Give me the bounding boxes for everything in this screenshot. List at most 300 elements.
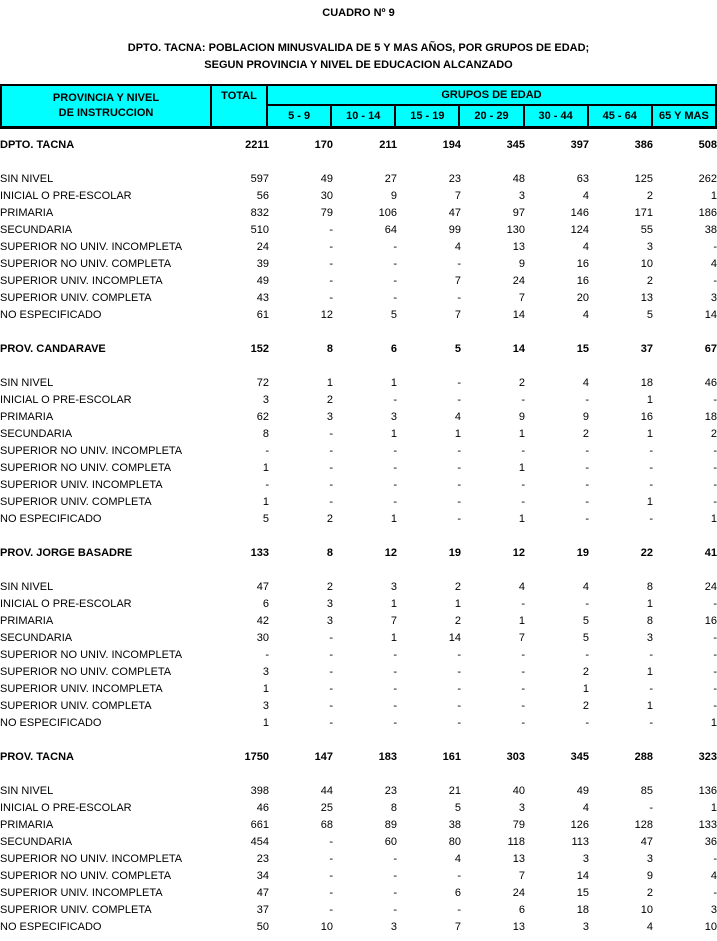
value-cell: 1 [454,428,461,440]
section-total-cell: 211 [379,139,397,151]
value-cell: 4 [454,241,461,253]
section-total-cell: 345 [506,139,525,151]
table-row [0,902,717,919]
education-level-label: PRIMARIA [0,615,54,627]
value-cell: - [521,649,525,661]
table-row [0,426,717,443]
value-cell: 24 [256,241,269,253]
value-cell: 13 [640,292,653,304]
value-cell: 3 [326,598,333,610]
value-cell: - [521,598,525,610]
value-cell: - [585,598,589,610]
spacer-row [0,528,717,545]
value-cell: 1 [262,683,269,695]
value-cell: - [457,700,461,712]
value-cell: 3 [518,190,525,202]
value-cell: 16 [704,615,717,627]
value-cell: 99 [448,224,461,236]
value-cell: 47 [640,836,653,848]
table-row [0,443,717,460]
education-level-label: SIN NIVEL [0,173,54,185]
value-cell: 50 [256,921,269,933]
value-cell: 136 [698,785,717,797]
education-level-label: PRIMARIA [0,207,54,219]
value-cell: - [649,683,653,695]
value-cell: - [457,870,461,882]
value-cell: - [329,666,333,678]
value-cell: 106 [378,207,397,219]
value-cell: - [521,479,525,491]
table-row [0,715,717,732]
table-row [0,477,717,494]
value-cell: 661 [250,819,269,831]
value-cell: - [329,241,333,253]
value-cell: - [393,445,397,457]
value-cell: - [265,479,269,491]
value-cell: - [585,513,589,525]
value-cell: - [393,258,397,270]
value-cell: - [393,717,397,729]
value-cell: 16 [576,258,589,270]
section-total-cell: 8 [326,343,333,355]
value-cell: 4 [582,241,589,253]
value-cell: 40 [512,785,525,797]
value-cell: 18 [576,904,589,916]
education-level-label: SIN NIVEL [0,581,54,593]
value-cell: - [329,632,333,644]
value-cell: 4 [710,870,717,882]
column-header-provincia-line2: DE INSTRUCCION [58,107,154,119]
value-cell: - [393,683,397,695]
value-cell: - [329,717,333,729]
value-cell: 9 [390,190,397,202]
value-cell: 8 [646,615,653,627]
value-cell: 398 [250,785,269,797]
value-cell: - [585,479,589,491]
education-level-label: NO ESPECIFICADO [0,309,102,321]
value-cell: - [393,394,397,406]
value-cell: 60 [384,836,397,848]
value-cell: 97 [512,207,525,219]
value-cell: 124 [570,224,589,236]
column-header-provincia-y-nivel [2,86,212,126]
value-cell: 80 [448,836,461,848]
value-cell: 1 [262,717,269,729]
value-cell: 8 [262,428,269,440]
value-cell: 43 [256,292,269,304]
value-cell: 5 [390,309,397,321]
section-total-cell: 22 [640,547,653,559]
value-cell: - [649,717,653,729]
education-level-label: SUPERIOR UNIV. COMPLETA [0,292,152,304]
education-level-label: SECUNDARIA [0,224,73,236]
value-cell: - [457,717,461,729]
value-cell: 7 [454,309,461,321]
education-level-label: SUPERIOR NO UNIV. COMPLETA [0,666,172,678]
value-cell: - [585,717,589,729]
table-row [0,494,717,511]
value-cell: 6 [262,598,269,610]
value-cell: 85 [640,785,653,797]
value-cell: - [329,462,333,474]
section-name: DPTO. TACNA [0,139,75,151]
value-cell: - [585,394,589,406]
section-total-cell: 19 [576,547,589,559]
table-row [0,375,717,392]
table-row [0,783,717,800]
column-header-age-15-19: 15 - 19 [396,106,460,126]
spacer-row [0,358,717,375]
value-cell: 7 [454,190,461,202]
value-cell: 5 [262,513,269,525]
value-cell: 4 [582,377,589,389]
education-level-label: INICIAL O PRE-ESCOLAR [0,802,132,814]
value-cell: 4 [518,581,525,593]
value-cell: 1 [710,717,717,729]
education-level-label: NO ESPECIFICADO [0,921,102,933]
table-row [0,868,717,885]
value-cell: - [329,224,333,236]
education-level-label: SUPERIOR NO UNIV. INCOMPLETA [0,853,183,865]
value-cell: - [713,700,717,712]
value-cell: - [457,292,461,304]
value-cell: 6 [454,887,461,899]
value-cell: 16 [576,275,589,287]
table-row [0,256,717,273]
section-total-cell: 170 [314,139,333,151]
value-cell: - [585,462,589,474]
value-cell: 3 [262,394,269,406]
value-cell: 1 [518,513,525,525]
table-row [0,834,717,851]
spacer-cell [0,766,717,783]
section-total-cell: 152 [250,343,269,355]
table-row [0,171,717,188]
value-cell: 4 [454,411,461,423]
value-cell: - [585,649,589,661]
value-cell: 4 [582,802,589,814]
table-row [0,205,717,222]
section-total-cell: 183 [378,751,397,763]
value-cell: 3 [710,292,717,304]
value-cell: 5 [454,802,461,814]
section-total-cell: 508 [698,139,717,151]
value-cell: 832 [250,207,269,219]
value-cell: - [521,717,525,729]
value-cell: - [265,445,269,457]
value-cell: 21 [448,785,461,797]
education-level-label: PRIMARIA [0,411,54,423]
section-name: PROV. CANDARAVE [0,343,106,355]
value-cell: 7 [518,632,525,644]
value-cell: 2 [710,428,717,440]
spacer-cell [0,732,717,749]
value-cell: 14 [576,870,589,882]
spacer-row [0,154,717,171]
value-cell: 7 [518,870,525,882]
value-cell: - [329,836,333,848]
table-row [0,647,717,664]
section-total-cell: 147 [314,751,333,763]
value-cell: - [393,496,397,508]
section-total-cell: 397 [570,139,589,151]
value-cell: - [649,479,653,491]
value-cell: - [393,666,397,678]
education-level-label: SUPERIOR NO UNIV. INCOMPLETA [0,241,183,253]
value-cell: 2 [646,887,653,899]
value-cell: - [457,666,461,678]
section-total-cell: 323 [698,751,717,763]
value-cell: 62 [256,411,269,423]
value-cell: 6 [518,904,525,916]
value-cell: 7 [390,615,397,627]
column-header-group [268,86,715,126]
section-total-cell: 303 [506,751,525,763]
value-cell: 1 [326,377,333,389]
section-total-cell: 6 [390,343,397,355]
value-cell: - [329,870,333,882]
column-header-age-10-14: 10 - 14 [332,106,396,126]
value-cell: 12 [320,309,333,321]
table-row [0,851,717,868]
value-cell: 34 [256,870,269,882]
value-cell: - [329,904,333,916]
spacer-cell [0,324,717,341]
section-total-row [0,545,717,562]
education-level-label: SIN NIVEL [0,785,54,797]
table-row [0,392,717,409]
value-cell: 1 [646,666,653,678]
column-header-age-65-mas: 65 Y MAS [659,110,709,122]
value-cell: 3 [262,700,269,712]
value-cell: 37 [256,904,269,916]
value-cell: - [713,462,717,474]
value-cell: 42 [256,615,269,627]
value-cell: - [713,683,717,695]
value-cell: - [329,496,333,508]
value-cell: - [521,394,525,406]
value-cell: 1 [646,598,653,610]
value-cell: 133 [698,819,717,831]
table-row [0,409,717,426]
value-cell: 79 [512,819,525,831]
value-cell: 18 [640,377,653,389]
section-total-cell: 161 [442,751,461,763]
value-cell: 14 [704,309,717,321]
value-cell: 2 [646,275,653,287]
table-row [0,919,717,936]
value-cell: 2 [518,377,525,389]
value-cell: - [393,700,397,712]
spacer-row [0,766,717,783]
value-cell: 27 [384,173,397,185]
value-cell: 23 [384,785,397,797]
value-cell: 1 [518,615,525,627]
value-cell: - [521,683,525,695]
value-cell: 30 [320,190,333,202]
value-cell: 24 [704,581,717,593]
value-cell: 2 [326,581,333,593]
value-cell: - [585,445,589,457]
section-total-cell: 8 [326,547,333,559]
education-level-label: INICIAL O PRE-ESCOLAR [0,190,132,202]
value-cell: - [713,241,717,253]
value-cell: 2 [582,666,589,678]
value-cell: 46 [256,802,269,814]
column-header-age-5-9: 5 - 9 [268,106,332,126]
table-row [0,460,717,477]
value-cell: - [393,241,397,253]
value-cell: 72 [256,377,269,389]
table-row [0,800,717,817]
education-level-label: SUPERIOR NO UNIV. COMPLETA [0,258,172,270]
education-level-label: INICIAL O PRE-ESCOLAR [0,394,132,406]
spacer-cell [0,358,717,375]
education-level-label: SUPERIOR NO UNIV. COMPLETA [0,462,172,474]
table-row [0,511,717,528]
value-cell: - [329,649,333,661]
education-level-label: NO ESPECIFICADO [0,717,102,729]
value-cell: 1 [390,513,397,525]
column-header-age-45-64: 45 - 64 [589,106,653,126]
value-cell: 3 [582,921,589,933]
value-cell: - [393,887,397,899]
value-cell: 48 [512,173,525,185]
value-cell: 10 [704,921,717,933]
value-cell: - [521,496,525,508]
value-cell: 89 [384,819,397,831]
value-cell: 1 [390,632,397,644]
value-cell: 3 [646,853,653,865]
table-header [0,84,717,129]
value-cell: - [713,649,717,661]
value-cell: - [585,496,589,508]
value-cell: 49 [256,275,269,287]
value-cell: - [713,666,717,678]
value-cell: 597 [250,173,269,185]
value-cell: 3 [710,904,717,916]
value-cell: 1 [646,496,653,508]
value-cell: 4 [582,309,589,321]
education-level-label: SUPERIOR UNIV. COMPLETA [0,904,152,916]
value-cell: - [329,445,333,457]
value-cell: 3 [518,802,525,814]
value-cell: 1 [518,462,525,474]
value-cell: - [713,887,717,899]
value-cell: - [393,904,397,916]
table-row [0,307,717,324]
education-level-label: SUPERIOR UNIV. COMPLETA [0,700,152,712]
section-total-cell: 1750 [244,751,269,763]
value-cell: 4 [582,190,589,202]
section-total-cell: 19 [448,547,461,559]
value-cell: 125 [634,173,653,185]
value-cell: 128 [634,819,653,831]
table-subtitle-line2: SEGUN PROVINCIA Y NIVEL DE EDUCACION ALCANZADO [204,59,513,71]
value-cell: 2 [326,394,333,406]
section-total-row [0,341,717,358]
value-cell: 2 [646,190,653,202]
section-total-cell: 67 [704,343,717,355]
value-cell: - [713,632,717,644]
value-cell: 4 [646,921,653,933]
value-cell: - [393,292,397,304]
value-cell: 1 [390,598,397,610]
value-cell: 3 [390,411,397,423]
value-cell: 49 [320,173,333,185]
table-row [0,681,717,698]
value-cell: 3 [262,666,269,678]
education-level-label: SUPERIOR UNIV. INCOMPLETA [0,479,163,491]
value-cell: 5 [582,615,589,627]
value-cell: - [393,649,397,661]
value-cell: 56 [256,190,269,202]
value-cell: - [393,853,397,865]
value-cell: 24 [512,275,525,287]
value-cell: 68 [320,819,333,831]
column-header-total: TOTAL [212,86,268,126]
value-cell: 1 [646,700,653,712]
value-cell: 4 [582,581,589,593]
value-cell: 510 [250,224,269,236]
value-cell: 1 [710,190,717,202]
table-row [0,188,717,205]
value-cell: - [457,513,461,525]
value-cell: 3 [326,615,333,627]
value-cell: 113 [571,836,589,848]
education-level-label: SUPERIOR NO UNIV. INCOMPLETA [0,445,183,457]
value-cell: 44 [320,785,333,797]
value-cell: 14 [512,309,525,321]
value-cell: 3 [326,411,333,423]
value-cell: 5 [646,309,653,321]
spacer-row [0,732,717,749]
value-cell: - [649,445,653,457]
value-cell: - [329,275,333,287]
value-cell: 9 [518,411,525,423]
table-row [0,239,717,256]
education-level-label: SUPERIOR UNIV. INCOMPLETA [0,275,163,287]
value-cell: 47 [448,207,461,219]
value-cell: 23 [256,853,269,865]
value-cell: 25 [320,802,333,814]
value-cell: - [649,802,653,814]
value-cell: 30 [256,632,269,644]
table-subtitle [0,40,717,74]
value-cell: - [457,649,461,661]
section-total-cell: 5 [454,343,461,355]
value-cell: 118 [507,836,525,848]
education-level-label: SECUNDARIA [0,428,73,440]
section-total-row [0,749,717,766]
table-row [0,613,717,630]
table-row [0,817,717,834]
section-total-cell: 41 [704,547,717,559]
value-cell: - [393,462,397,474]
table-row [0,222,717,239]
table-row [0,698,717,715]
value-cell: 20 [576,292,589,304]
value-cell: 2 [454,615,461,627]
value-cell: - [329,292,333,304]
value-cell: 2 [326,513,333,525]
value-cell: 1 [262,462,269,474]
section-total-cell: 386 [634,139,653,151]
section-total-cell: 194 [442,139,461,151]
data-table [0,137,717,936]
education-level-label: SUPERIOR NO UNIV. COMPLETA [0,870,172,882]
value-cell: 1 [390,428,397,440]
